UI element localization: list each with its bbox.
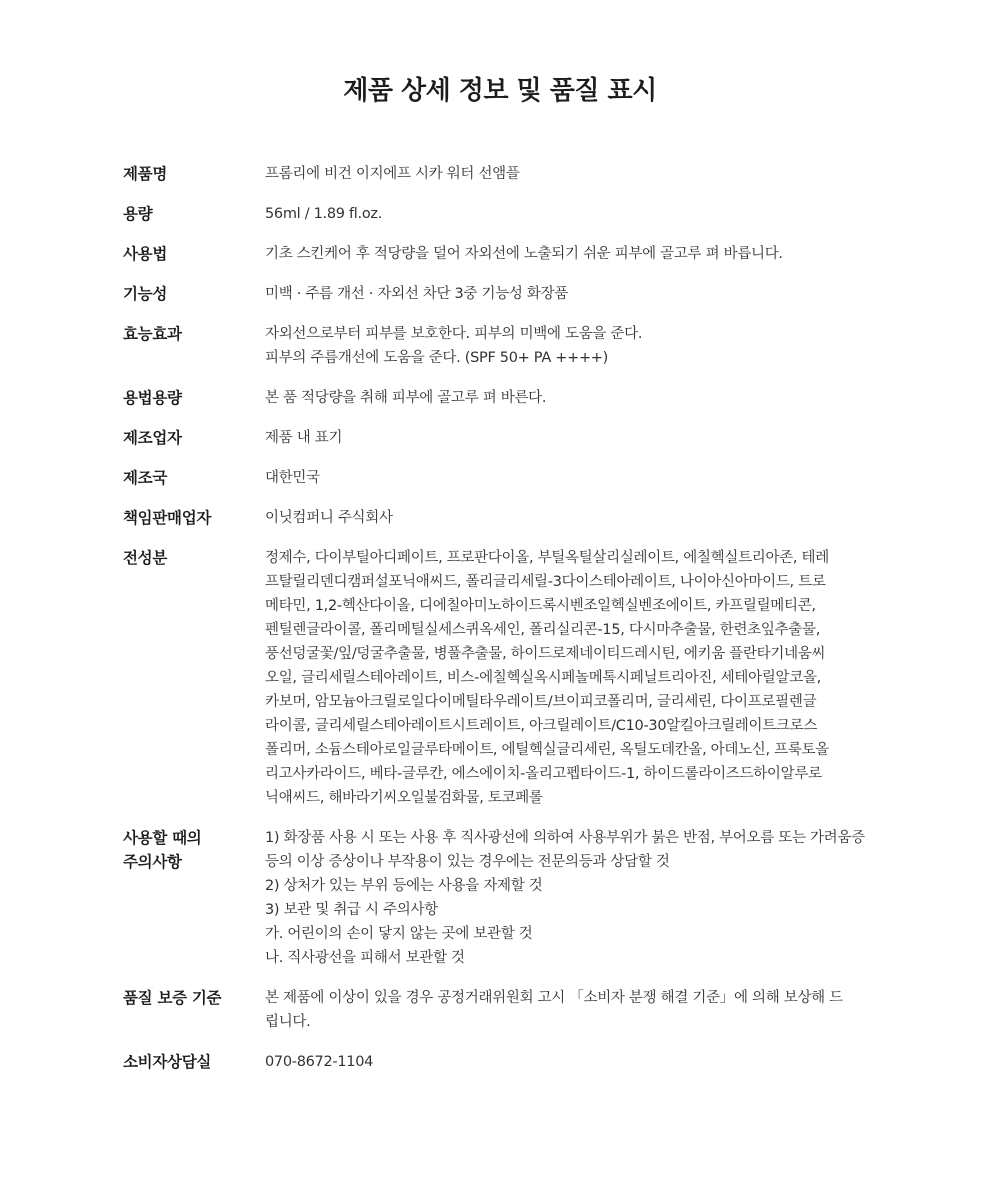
spec-label: 소비자상담실 <box>123 1053 212 1071</box>
spec-value-line: 정제수, 다이부틸아디페이트, 프로판다이올, 부틸옥틸살리실레이트, 에칠헥실트리아존, 테레 <box>265 550 829 566</box>
spec-value-line: 폴리머, 소듐스테아로일글루타메이트, 에틸헥실글리세린, 옥틸도데칸올, 아데노신, 프룩토올 <box>265 742 829 758</box>
spec-row <box>123 506 893 530</box>
spec-value <box>265 986 893 1034</box>
spec-value-line: 가. 어린이의 손이 닿지 않는 곳에 보관할 것 <box>265 926 533 942</box>
spec-row <box>123 282 893 306</box>
spec-value <box>265 162 893 186</box>
spec-label: 기능성 <box>123 285 168 303</box>
spec-value-line: 풍선덩굴꽃/잎/덩굴추출물, 병풀추출물, 하이드로제네이티드레시틴, 에키움 플란타기네움씨 <box>265 646 826 662</box>
spec-row <box>123 546 893 810</box>
spec-value-line: 070-8672-1104 <box>265 1054 374 1070</box>
spec-value <box>265 386 893 410</box>
spec-label: 효능효과 <box>123 325 182 343</box>
spec-value <box>265 242 893 266</box>
spec-value-line: 리고사카라이드, 베타-글루칸, 에스에이치-올리고펩타이드-1, 하이드롤라이즈드하이알루로 <box>265 766 822 782</box>
spec-value <box>265 322 893 370</box>
spec-value-line: 나. 직사광선을 피해서 보관할 것 <box>265 950 465 966</box>
spec-value-line: 제품 내 표기 <box>265 430 343 446</box>
spec-value-line: 오일, 글리세릴스테아레이트, 비스-에칠헥실옥시페놀메톡시페닐트리아진, 세테아릴알코올, <box>265 670 821 686</box>
spec-value-line: 56ml / 1.89 fl.oz. <box>265 206 383 222</box>
spec-value-line: 본 품 적당량을 취해 피부에 골고루 펴 바른다. <box>265 390 547 406</box>
spec-label: 용량 <box>123 205 153 223</box>
spec-value-line: 이닛컴퍼니 주식회사 <box>265 510 393 526</box>
spec-row <box>123 986 893 1034</box>
spec-value-line: 2) 상처가 있는 부위 등에는 사용을 자제할 것 <box>265 878 543 894</box>
spec-value <box>265 506 893 530</box>
spec-label: 사용할 때의 주의사항 <box>123 829 202 871</box>
spec-row <box>123 466 893 490</box>
spec-value-line: 미백 · 주름 개선 · 자외선 차단 3중 기능성 화장품 <box>265 286 569 302</box>
spec-value-line: 카보머, 암모늄아크릴로일다이메틸타우레이트/브이피코폴리머, 글리세린, 다이프로필렌글 <box>265 694 817 710</box>
spec-row <box>123 1050 893 1074</box>
spec-value-line: 펜틸렌글라이콜, 폴리메틸실세스퀴옥세인, 폴리실리콘-15, 다시마추출물, 한련초잎추출물, <box>265 622 821 638</box>
spec-value-line: 등의 이상 증상이나 부작용이 있는 경우에는 전문의등과 상담할 것 <box>265 854 670 870</box>
spec-row <box>123 426 893 450</box>
spec-value-line: 피부의 주름개선에 도움을 준다. (SPF 50+ PA ++++) <box>265 350 608 366</box>
spec-value <box>265 466 893 490</box>
spec-value <box>265 826 893 970</box>
spec-row <box>123 202 893 226</box>
spec-value-line: 닉애씨드, 해바라기씨오일불검화물, 토코페롤 <box>265 790 543 806</box>
spec-row <box>123 162 893 186</box>
spec-value-line: 프롬리에 비건 이지에프 시카 워터 선앰플 <box>265 166 520 182</box>
spec-label: 제조국 <box>123 469 168 487</box>
spec-label: 책임판매업자 <box>123 509 212 527</box>
spec-label: 제품명 <box>123 165 168 183</box>
spec-value <box>265 1050 893 1074</box>
spec-value-line: 라이콜, 글리세릴스테아레이트시트레이트, 아크릴레이트/C10-30알킬아크릴레이트크로스 <box>265 718 818 734</box>
spec-table <box>123 162 893 1090</box>
spec-label: 용법용량 <box>123 389 182 407</box>
spec-label: 품질 보증 기준 <box>123 989 222 1007</box>
spec-value <box>265 546 893 810</box>
spec-row <box>123 242 893 266</box>
spec-label: 전성분 <box>123 549 168 567</box>
spec-value-line: 메타민, 1,2-헥산다이올, 디에칠아미노하이드록시벤조일헥실벤조에이트, 카프릴릴메티콘, <box>265 598 816 614</box>
spec-label: 사용법 <box>123 245 168 263</box>
spec-value <box>265 202 893 226</box>
spec-row <box>123 826 893 970</box>
spec-value-line: 기초 스킨케어 후 적당량을 덜어 자외선에 노출되기 쉬운 피부에 골고루 펴 바릅니다. <box>265 246 783 262</box>
spec-value <box>265 426 893 450</box>
spec-row <box>123 386 893 410</box>
spec-value-line: 본 제품에 이상이 있을 경우 공정거래위원회 고시 「소비자 분쟁 해결 기준」에 의해 보상해 드 <box>265 990 843 1006</box>
spec-value-line: 프탈릴리덴디캠퍼설포닉애씨드, 폴리글리세릴-3다이스테아레이트, 나이아신아마이드, 트로 <box>265 574 826 590</box>
spec-value-line: 립니다. <box>265 1014 311 1030</box>
spec-row <box>123 322 893 370</box>
spec-value <box>265 282 893 306</box>
page-title: 제품 상세 정보 및 품질 표시 <box>343 76 657 106</box>
spec-value-line: 대한민국 <box>265 470 320 486</box>
spec-label: 제조업자 <box>123 429 182 447</box>
spec-value-line: 자외선으로부터 피부를 보호한다. 피부의 미백에 도움을 준다. <box>265 326 643 342</box>
spec-value-line: 3) 보관 및 취급 시 주의사항 <box>265 902 438 918</box>
spec-value-line: 1) 화장품 사용 시 또는 사용 후 직사광선에 의하여 사용부위가 붉은 반점, 부어오름 또는 가려움증 <box>265 830 865 846</box>
